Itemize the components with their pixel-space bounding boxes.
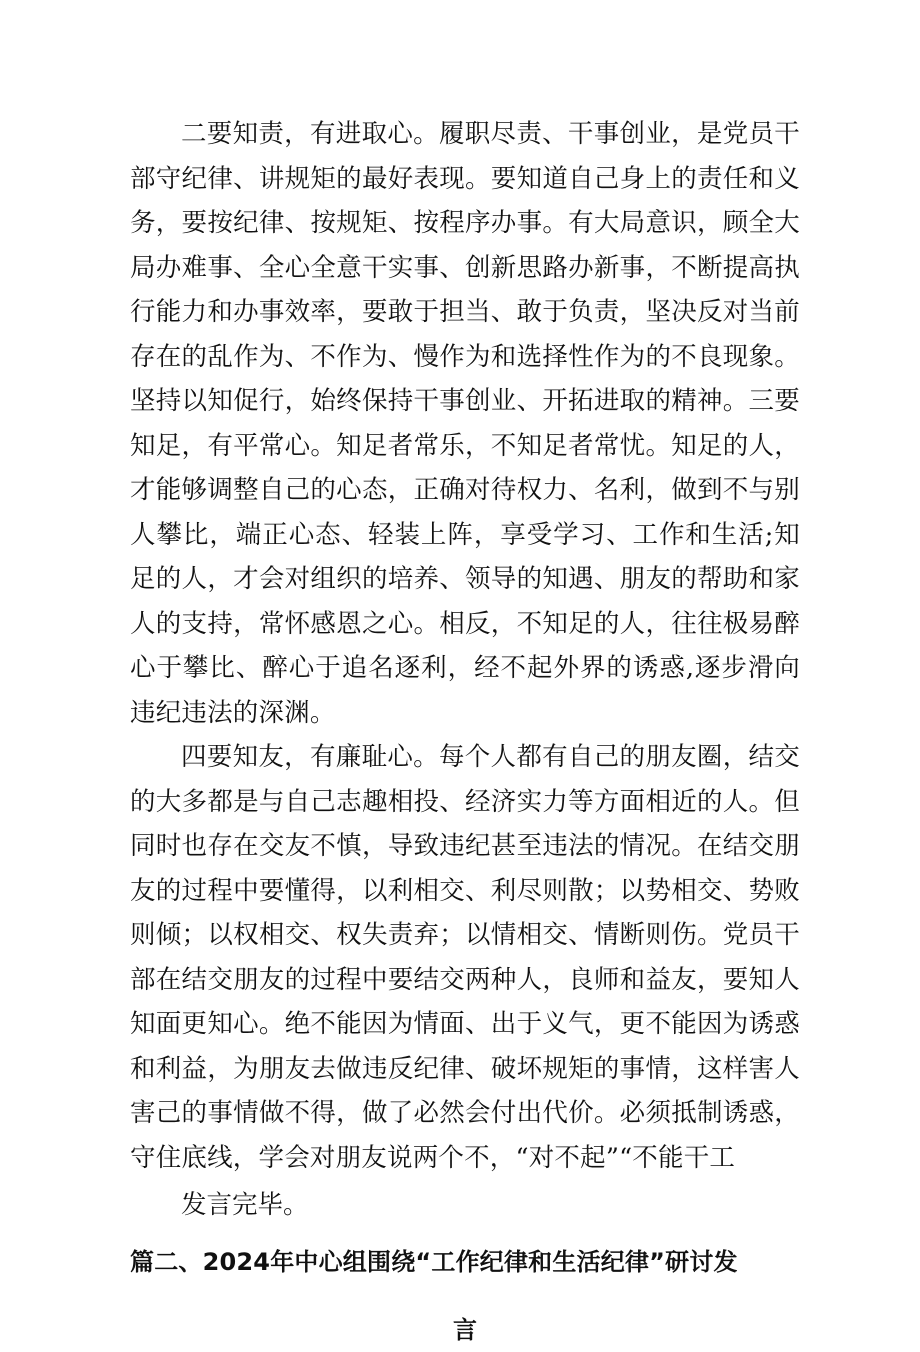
paragraph-two-to-three: 二要知责，有进取心。履职尽责、干事创业，是党员干部守纪律、讲规矩的最好表现。要知道自己身上的责任和义务，要按纪律、按规矩、按程序办事。有大局意识，顾全大局办难事、全心全意干实事、创新思路办新事，不断提高执行能力和办事效率，要敢于担当、敢于负责，坚决反对当前存在的乱作为、不作为、慢作为和选择性作为的不良现象。坚持以知促行，始终保持干事创业、开拓进取的精神。三要知足，有平常心。知足者常乐，不知足者常忧。知足的人，才能够调整自己的心态，正确对待权力、名利，做到不与别人攀比，端正心态、轻装上阵，享受学习、工作和生活;知足的人，才会对组织的培养、领导的知遇、朋友的帮助和家人的支持，常怀感恩之心。相反，不知足的人，往往极易醉心于攀比、醉心于追名逐利，经不起外界的诱惑,逐步滑向违纪违法的深渊。 <box>130 119 800 728</box>
closing-remark: 发言完毕。 <box>181 1190 309 1220</box>
paragraph-four: 四要知友，有廉耻心。每个人都有自己的朋友圈，结交的大多都是与自己志趣相投、经济实力等方面相近的人。但同时也存在交友不慎，导致违纪甚至违法的情况。在结交朋友的过程中要懂得，以利相交、利尽则散；以势相交、势败则倾；以权相交、权失责弃；以情相交、情断则伤。党员干部在结交朋友的过程中要结交两种人，良师和益友，要知人知面更知心。绝不能因为情面、出于义气，更不能因为诱惑和利益，为朋友去做违反纪律、破坏规矩的事情，这样害人害己的事情做不得，做了必然会付出代价。必须抵制诱惑，守住底线，学会对朋友说两个不，“对不起”“不能干工 <box>130 742 800 1173</box>
section-title: 篇二、2024年中心组围绕“工作纪律和生活纪律”研讨发 <box>130 1247 738 1276</box>
document-body <box>130 112 800 1352</box>
section-title-continuation: 言 <box>453 1315 477 1344</box>
